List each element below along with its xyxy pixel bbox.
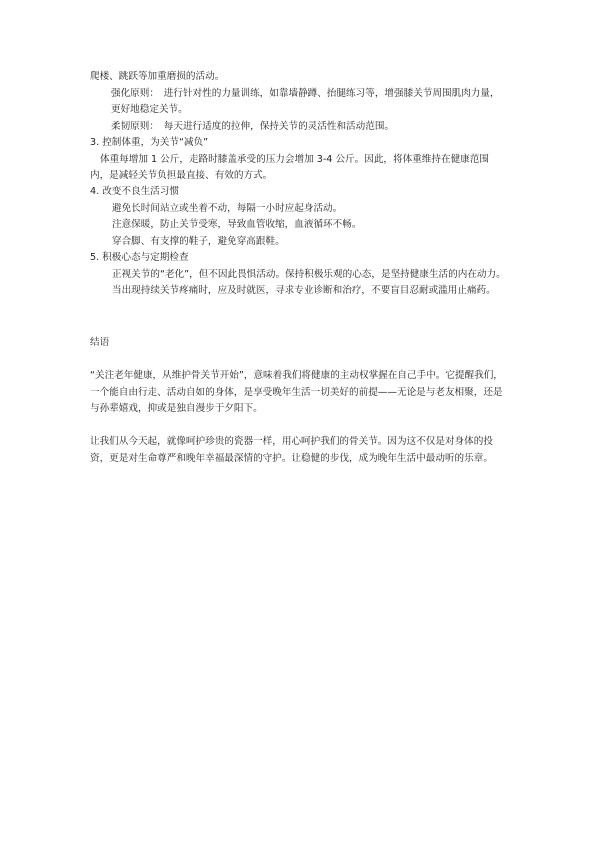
item-3-heading: 3. 控制体重，为关节“减负” [90,137,209,148]
flexibility-principle: 柔韧原则： 每天进行适度的拉伸，保持关节的灵活性和活动范围。 [111,120,395,132]
conclusion-title: 结语 [90,337,110,348]
conclusion-para-1: “关注老年健康，从维护骨关节开始”，意味着我们将健康的主动权掌握在自己手中。它提醒我们，一个能自由行走、活动自如的身体，是享受晚年生活一切美好的前提——无论是与老友相聚，还是与孙辈嬉戏，抑或是独自漫步于夕阳下。 [90,370,503,414]
item-3 [90,135,508,185]
strengthen-principle: 强化原则： 进行针对性的力量训练，如靠墙静蹲、抬腿练习等，增强膝关节周围肌肉力量，更好地稳定关节。 [111,87,500,115]
paragraph-continuation: 爬楼、跳跃等加重磨损的活动。 [90,71,225,82]
item-4-tip-3: 穿合脚、有支撑的鞋子，避免穿高跟鞋。 [112,235,285,247]
item-4 [90,184,508,250]
item-4-tip-2: 注意保暖，防止关节受寒，导致血管收缩，血液循环不畅。 [112,219,362,230]
item-5-heading: 5. 积极心态与定期检查 [90,252,189,263]
item-4-tip-1: 避免长时间站立或坐着不动，每隔一小时应起身活动。 [112,202,343,214]
section-a [90,69,508,135]
item-3-body: 体重每增加 1 公斤，走路时膝盖承受的压力会增加 3-4 公斤。因此，将体重维持在健康范围内，是减轻关节负担最直接、有效的方式。 [90,153,489,181]
item-4-heading: 4. 改变不良生活习惯 [90,186,179,197]
item-5-para-2: 当出现持续关节疼痛时，应及时就医，寻求专业诊断和治疗，不要盲目忍耐或滥用止痛药。 [112,285,496,296]
item-5 [90,250,508,300]
conclusion-para-2: 让我们从今天起，就像呵护珍贵的瓷器一样，用心呵护我们的骨关节。因为这不仅是对身体的投资，更是对生命尊严和晚年幸福最深情的守护。让稳健的步伐，成为晚年生活中最动听的乐章。 [90,436,493,464]
conclusion [90,335,508,467]
item-5-para-1: 正视关节的“老化”，但不因此畏惧活动。保持积极乐观的心态，是坚持健康生活的内在动力。 [112,268,506,280]
